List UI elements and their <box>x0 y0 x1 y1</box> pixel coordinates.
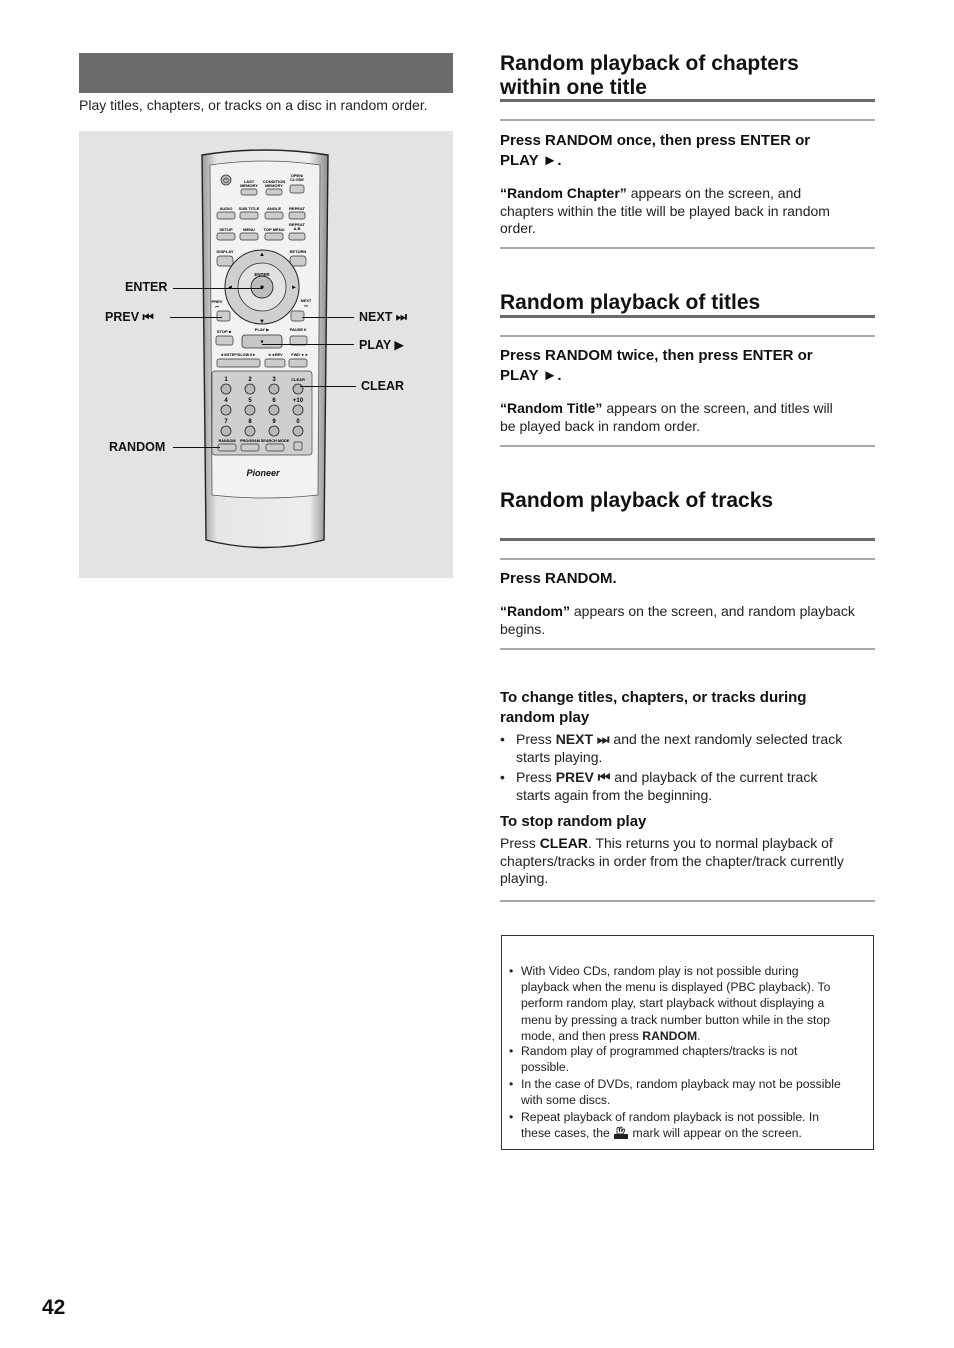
callout-next: NEXT ⏭ <box>359 310 408 324</box>
open-close-button[interactable] <box>290 185 304 193</box>
note-4-line1: Repeat playback of random playback is not possible. In <box>521 1110 820 1124</box>
repeat-ab-button[interactable] <box>289 233 305 240</box>
step-chapters-line1: Press RANDOM once, then press ENTER or <box>500 132 811 149</box>
desc-chapters-bold: “Random Chapter” <box>500 185 627 201</box>
rule-stop-bottom <box>500 900 875 902</box>
remote-number-key[interactable] <box>269 426 279 436</box>
desc-titles <box>500 400 875 435</box>
remote-label-rev: ◄◄REV <box>267 353 283 357</box>
bullet-prev-line2: starts again from the beginning. <box>516 786 713 803</box>
top-menu-button[interactable] <box>265 233 283 240</box>
remote-number-key[interactable] <box>221 384 231 394</box>
remote-key-label: 6 <box>272 398 276 404</box>
callout-prev: PREV ⏮ <box>105 310 154 324</box>
bullet-next: • Press NEXT ⏭ and the next randomly selected track starts playing. <box>500 731 875 766</box>
bullet-next-press: Press <box>516 731 552 747</box>
section-header-bar <box>79 53 453 93</box>
note-video-cd: • With Video CDs, random play is not possible during playback when the menu is displayed (PBC playback). To perform random play, start playback without displaying a menu by pressing a track number button while in the stop mode, and then press RANDOM. <box>509 963 869 1044</box>
callout-clear: CLEAR <box>361 379 405 393</box>
desc-stop-line3: playing. <box>500 870 549 886</box>
desc-stop-line2: chapters/tracks in order from the chapter/track currently <box>500 852 844 869</box>
remote-label-last-memory-2: MEMORY <box>240 183 258 188</box>
svg-text:⏮: ⏮ <box>215 304 219 309</box>
rule-chapters-step-top <box>500 119 875 121</box>
heading-random-chapters-line2: within one title <box>500 76 647 99</box>
bullet-next-bold: NEXT ⏭ <box>555 731 610 747</box>
desc-tracks-bold: “Random” <box>500 603 570 619</box>
remote-number-key[interactable] <box>269 405 279 415</box>
fwd-button[interactable] <box>289 359 307 367</box>
prev-button[interactable] <box>217 311 230 321</box>
remote-number-key[interactable] <box>293 405 303 415</box>
remote-label-search-mode: SEARCH MODE <box>260 439 290 443</box>
desc-tracks-line1: appears on the screen, and random playback <box>573 603 855 619</box>
remote-key-label: 8 <box>248 419 252 425</box>
bullet-next-rest: and the next randomly selected track <box>613 731 843 747</box>
heading-change-random <box>500 688 806 728</box>
note-1-line5-post: . <box>697 1028 701 1043</box>
note-1-line5-bold: RANDOM <box>642 1028 698 1043</box>
remote-label-random: RANDOM <box>218 439 236 443</box>
audio-button[interactable] <box>217 212 235 219</box>
remote-number-key[interactable] <box>293 426 303 436</box>
note-1-line3: perform random play, start playback without displaying a <box>521 996 825 1011</box>
remote-label-setup: SETUP <box>219 227 233 232</box>
remote-label-play: PLAY ▶ <box>254 327 270 332</box>
bullet-prev-rest: and playback of the current track <box>614 769 818 785</box>
remote-key-label: 2 <box>248 377 252 383</box>
desc-chapters-line3: order. <box>500 220 536 236</box>
heading-random-chapters-line1: Random playback of chapters <box>500 52 799 75</box>
rule-tracks-step-top <box>500 558 875 560</box>
remote-key-label: 0 <box>296 419 300 425</box>
remote-key-label: 3 <box>272 377 276 383</box>
callout-enter-line <box>173 288 263 289</box>
remote-label-repeat: REPEAT <box>289 206 305 211</box>
desc-titles-bold: “Random Title” <box>500 400 603 416</box>
note-4-line2-post: mark will appear on the screen. <box>632 1126 802 1141</box>
remote-key-label: 7 <box>224 419 228 425</box>
remote-label-next: NEXT <box>300 298 312 303</box>
rule-chapters-heading <box>500 99 875 102</box>
remote-label-fwd: FWD ►► <box>291 353 309 357</box>
desc-tracks <box>500 603 875 638</box>
remote-number-key[interactable] <box>245 384 255 394</box>
remote-label-enter: ENTER <box>254 272 270 277</box>
svg-text:⏭: ⏭ <box>304 303 308 308</box>
remote-number-key[interactable] <box>269 384 279 394</box>
desc-titles-line1: appears on the screen, and titles will <box>606 400 833 416</box>
bullet-prev-press: Press <box>516 769 552 785</box>
remote-key-label: 4 <box>224 398 228 404</box>
callout-clear-line <box>300 386 356 387</box>
step-titles-line1: Press RANDOM twice, then press ENTER or <box>500 347 813 364</box>
callout-play: PLAY ▶ <box>359 338 405 352</box>
heading-change-line2: random play <box>500 709 590 726</box>
remote-label-stop: STOP ■ <box>216 329 232 334</box>
remote-label-return: RETURN <box>289 249 307 254</box>
remote-number-key[interactable] <box>245 405 255 415</box>
remote-control-illustration <box>190 145 340 555</box>
return-button[interactable] <box>290 256 306 266</box>
menu-button[interactable] <box>240 233 258 240</box>
step-chapters-line2: PLAY ►. <box>500 152 562 169</box>
remote-label-top-menu: TOP MENU <box>263 227 285 232</box>
display-button[interactable] <box>217 256 233 266</box>
note-2-line2: possible. <box>521 1060 570 1075</box>
note-1-line2: playback when the menu is displayed (PBC playback). To <box>521 980 831 995</box>
desc-chapters-line2: chapters within the title will be played back in random <box>500 202 830 219</box>
heading-random-tracks: Random playback of tracks <box>500 489 774 512</box>
dvd-mode-button[interactable] <box>294 442 302 450</box>
remote-label-program: PROGRAM <box>240 439 260 443</box>
desc-stop-press: Press <box>500 835 536 851</box>
desc-chapters <box>500 185 875 238</box>
random-button[interactable] <box>218 444 236 451</box>
note-3-line2: with some discs. <box>521 1093 611 1108</box>
callout-enter: ENTER <box>125 280 168 294</box>
prohibited-hand-icon <box>613 1126 629 1140</box>
desc-stop <box>500 835 875 888</box>
desc-stop-rest: . This returns you to normal playback of <box>587 835 833 851</box>
step-tracks: Press RANDOM. <box>500 570 617 587</box>
next-button[interactable] <box>291 311 304 321</box>
bullet-prev: • Press PREV ⏮ and playback of the current track starts again from the beginning. <box>500 769 875 804</box>
bullet-next-line2: starts playing. <box>516 748 603 765</box>
repeat-button[interactable] <box>289 212 305 219</box>
remote-label-angle: ANGLE <box>267 206 281 211</box>
step-titles-line2: PLAY ►. <box>500 367 562 384</box>
rule-titles-step-top <box>500 335 875 337</box>
svg-text:▲: ▲ <box>259 252 265 258</box>
heading-random-titles: Random playback of titles <box>500 291 761 314</box>
intro-text: Play titles, chapters, or tracks on a disc in random order. <box>79 97 428 113</box>
remote-key-label: +10 <box>292 398 304 404</box>
rev-button[interactable] <box>265 359 285 367</box>
remote-label-sub-title: SUB TITLE <box>238 206 260 211</box>
remote-label-audio: AUDIO <box>219 206 233 211</box>
setup-button[interactable] <box>217 233 235 240</box>
remote-label-display: DISPLAY <box>216 249 234 254</box>
remote-key-label: 1 <box>224 377 228 383</box>
remote-label-open-close-2: CLOSE <box>290 177 304 182</box>
note-1-line5-pre: mode, and then press <box>521 1028 639 1043</box>
note-4-line2-pre: these cases, the <box>521 1126 610 1141</box>
remote-label-menu: MENU <box>243 227 255 232</box>
callout-random-line <box>173 447 220 448</box>
stop-button[interactable] <box>216 336 233 345</box>
rule-titles-heading <box>500 315 875 318</box>
remote-number-key[interactable] <box>221 405 231 415</box>
note-2-line1: Random play of programmed chapters/tracks is not <box>521 1044 798 1058</box>
remote-number-key[interactable] <box>221 426 231 436</box>
svg-text:►: ► <box>291 285 297 291</box>
note-1-line1: With Video CDs, random play is not possible during <box>521 964 799 978</box>
note-3-line1: In the case of DVDs, random playback may not be possible <box>521 1077 841 1091</box>
svg-text:◄: ◄ <box>227 285 233 291</box>
rule-titles-bottom <box>500 445 875 447</box>
remote-label-repeat-ab-2: A-B <box>293 226 301 231</box>
desc-titles-line2: be played back in random order. <box>500 417 701 434</box>
remote-label-condition-memory-1: CONDITION <box>262 179 286 184</box>
note-1-line4: menu by pressing a track number button while in the stop <box>521 1012 830 1027</box>
callout-random: RANDOM <box>109 440 166 454</box>
rule-chapters-bottom <box>500 247 875 249</box>
note-repeat: • Repeat playback of random playback is not possible. In these cases, the mark will appear on the screen. <box>509 1109 869 1141</box>
note-dvds: • In the case of DVDs, random playback may not be possible with some discs. <box>509 1076 869 1108</box>
page-number: 42 <box>42 1296 66 1319</box>
step-slow-button[interactable] <box>217 359 260 367</box>
desc-chapters-line1: appears on the screen, and <box>630 185 802 201</box>
remote-key-label: CLEAR <box>291 377 305 382</box>
note-programmed: • Random play of programmed chapters/tracks is not possible. <box>509 1043 869 1075</box>
remote-key-label: 5 <box>248 398 252 404</box>
remote-label-last-memory-1: LAST <box>243 179 255 184</box>
callout-play-line <box>262 344 354 345</box>
bullet-prev-bold: PREV ⏮ <box>555 769 611 785</box>
remote-key-label: 9 <box>272 419 276 425</box>
callout-next-line <box>302 317 354 318</box>
remote-label-pause: PAUSE II <box>289 327 307 332</box>
remote-label-step-slow: ◄II/STEP/SLOW II► <box>219 353 257 357</box>
remote-number-key[interactable] <box>245 426 255 436</box>
remote-label-open-close-1: OPEN/ <box>290 173 304 178</box>
heading-change-line1: To change titles, chapters, or tracks during <box>500 689 807 706</box>
heading-stop-random: To stop random play <box>500 813 647 830</box>
remote-label-prev: PREV <box>211 299 223 304</box>
remote-brand-logo: Pioneer <box>246 468 280 478</box>
callout-prev-line <box>170 317 222 318</box>
svg-text:⏻: ⏻ <box>223 178 229 185</box>
rule-tracks-heading <box>500 538 875 541</box>
angle-button[interactable] <box>265 212 283 219</box>
search-mode-button[interactable] <box>266 444 284 451</box>
heading-random-chapters <box>500 52 799 100</box>
remote-label-condition-memory-2: MEMORY <box>265 183 283 188</box>
svg-text:▼: ▼ <box>259 319 265 325</box>
remote-label-repeat-ab-1: REPEAT <box>289 222 305 227</box>
desc-tracks-line2: begins. <box>500 620 546 637</box>
desc-stop-bold: CLEAR <box>539 835 588 851</box>
condition-memory-button[interactable] <box>266 189 282 195</box>
step-titles <box>500 346 813 386</box>
program-button[interactable] <box>241 444 259 451</box>
sub-title-button[interactable] <box>240 212 258 219</box>
step-chapters <box>500 131 810 171</box>
last-memory-button[interactable] <box>241 189 257 195</box>
rule-tracks-bottom <box>500 648 875 650</box>
